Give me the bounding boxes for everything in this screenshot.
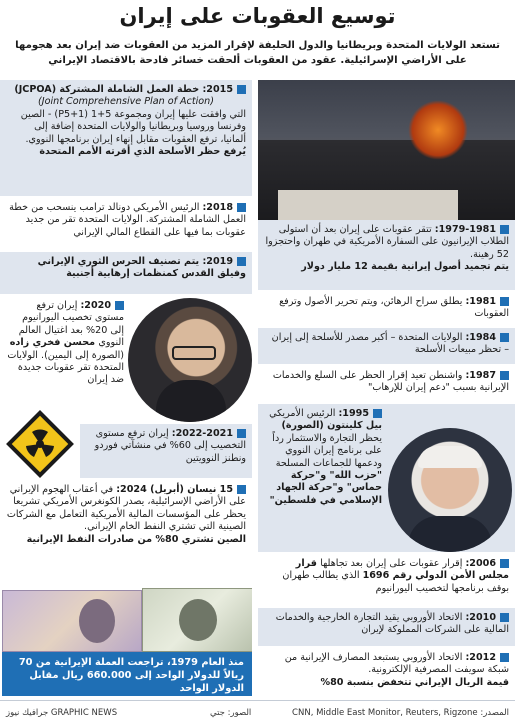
portrait-fakhrizadeh	[128, 298, 252, 422]
bullet-icon	[500, 225, 509, 234]
footer	[0, 704, 515, 724]
entry-2012: 2012: الاتحاد الأوروبي يستبعد المصارف الإيرانية من شبكة سويفت المصرفية الإلكترونية. قيمة الريال الإيراني تتخفض بنسبة 80%	[284, 652, 509, 688]
photo-credit: الصور: جتي	[210, 708, 252, 718]
entry-2010: 2010: الاتحاد الأوروبي يقيد التجارة الخارجية والخدمات المالية على الشركات المملوكة لإيران	[258, 608, 515, 648]
entry-2024: 15 نيسان (أبريل) 2024: في أعقاب الهجوم الإيراني على الأراضي الإسرائيلية، يصدر الكونغرس الأمريكي تشريعا يحظر على المؤسسات المالية الأمريكية التعامل مع الشركات الصينية التي تشتري النفط الخام الإيراني. الصين تشتري 80% من صادرات النفط الإيرانية	[6, 484, 246, 545]
source-line: المصدر: CNN, Middle East Monitor, Reuters, Rigzone	[292, 708, 509, 718]
bullet-icon	[237, 203, 246, 212]
bullet-icon	[500, 297, 509, 306]
radiation-hazard-icon	[6, 410, 74, 478]
page-title: توسيع العقوبات على إيران	[119, 4, 396, 28]
embassy-protest-photo	[258, 80, 515, 220]
dollar-banknote	[142, 588, 252, 652]
bullet-icon	[237, 85, 246, 94]
bullet-icon	[500, 559, 509, 568]
entry-2015: 2015: خطة العمل الشاملة المشتركة (JCPOA) (Joint Comprehensive Plan of Action) التي وافقت عليها إيران ومجموعة 5+1 (P5+1) - الصين وفرنسا وروسيا وبريطانيا والولايات المتحدة إضافة إلى ألمانيا، ترفع العقوبات مقابل إنهاء إيران برنامجها النووي. يُرفع حظر الأسلحة الذي أقرته الأمم المتحدة	[0, 80, 252, 198]
banknotes-photo	[2, 586, 252, 652]
bullet-icon	[500, 613, 509, 622]
bullet-icon	[237, 257, 246, 266]
bullet-icon	[115, 301, 124, 310]
bullet-icon	[500, 653, 509, 662]
footer-divider	[0, 700, 515, 701]
entry-2020: 2020: إيران ترفع مستوى تخصيب اليورانيوم إلى 20% بعد اغتيال العالم النووي محسن فخري زاده (الصورة إلى اليمين). الولايات المتحدة تقر عقوبات جديدة ضد إيران	[7, 300, 124, 386]
bullet-icon	[500, 333, 509, 342]
entry-1984: 1984: الولايات المتحدة – أكبر مصدر للأسلحة إلى إيران – تحظر مبيعات الأسلحة	[258, 328, 515, 366]
rial-banknote	[2, 590, 142, 652]
entry-1995: 1995: الرئيس الأمريكي بيل كلينتون (الصورة) يحظر التجارة والاستثمار رداً على برنامج إيران النووي ودعمها للجماعات المسلحة "حزب الله" و"حركة حماس" و"حركة الجهاد الإسلامي في فلسطين"	[269, 408, 382, 506]
bullet-icon	[373, 409, 382, 418]
entry-1987: 1987: واشنطن تعيد إقرار الحظر على السلع والخدمات الإيرانية بسبب "دعم إيران للإرهاب"	[272, 370, 509, 394]
graphic-news-credit: جرافيك نيوز GRAPHIC NEWS	[6, 708, 118, 718]
entry-2021: 2022-2021: إيران ترفع مستوى التخصيب إلى 60% في منشآتي فوردو ونطنز النوويتين	[80, 424, 252, 480]
entry-1981: 1981: يطلق سراح الرهائن، ويتم تحرير الأصول وترفع العقوبات	[279, 296, 509, 320]
subtitle: تستعد الولايات المتحدة وبريطانيا والدول الحليفة لإقرار المزيد من العقوبات ضد إيران بعد هجومها على الأراضي الإسرائيلية. عقود من العقوبات ألحقت خسائر فادحة بالاقتصاد الإيراني	[15, 40, 500, 66]
bullet-icon	[237, 429, 246, 438]
entry-2018: 2018: الرئيس الأمريكي دونالد ترامب ينسحب من خطة العمل الشاملة المشتركة. الولايات المتحدة تقر من جديد عقوبات بما فيها على القطاع المالي الإيراني	[9, 202, 246, 238]
currency-banner: منذ العام 1979، تراجعت العملة الإيرانية من 70 ريالاً للدولار الواحد إلى 660.000 ريال مقابل الدولار الواحد	[2, 652, 252, 696]
entry-2006: 2006: إقرار عقوبات على إيران بعد تجاهلها قرار مجلس الأمن الدولي رقم 1696 الذي يطالب طهران بوقف برنامجها لتخصيب اليورانيوم	[282, 558, 509, 594]
bullet-icon	[237, 485, 246, 494]
entry-2019: 2019: يتم تصنيف الحرس الثوري الإيراني وفيلق القدس كمنظمات إرهابية أجنبية	[0, 252, 252, 296]
entry-1979: 1979-1981: تتقر عقوبات على إيران بعد أن استولى الطلاب الإيرانيون على السفارة الأمريكية في طهران واحتجزوا 52 رهينة. يتم تجميد أصول إيرانية بقيمة 12 مليار دولار	[258, 220, 515, 292]
bullet-icon	[500, 371, 509, 380]
portrait-clinton	[388, 428, 512, 552]
